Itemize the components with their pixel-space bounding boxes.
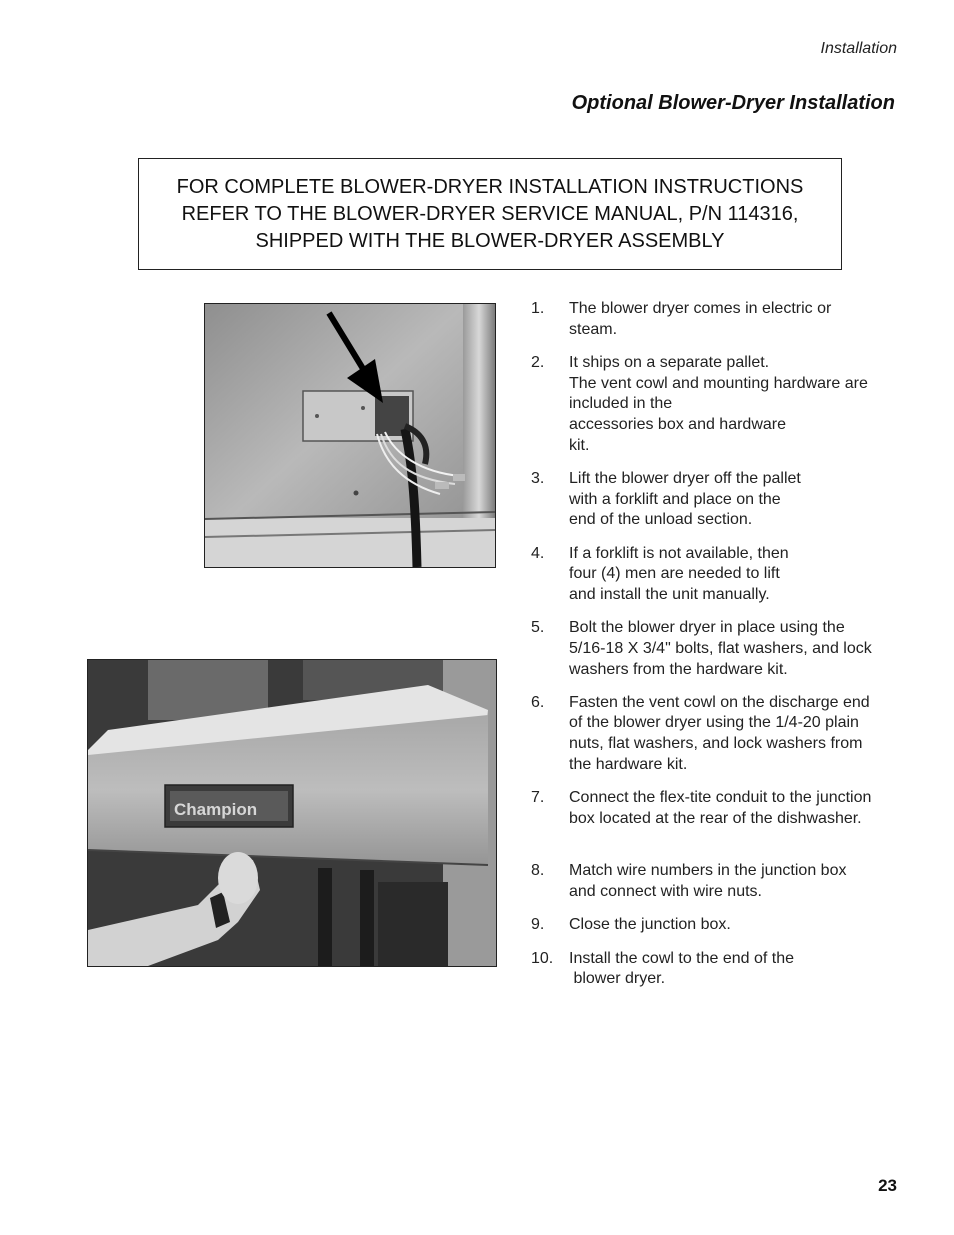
step-number: 10. — [531, 949, 554, 967]
step-line: of the blower dryer using the 1/4-20 plain — [569, 714, 859, 732]
notice-box — [138, 158, 842, 270]
step-line: washers from the hardware kit. — [569, 660, 788, 678]
step-line: 5/16-18 X 3/4" bolts, flat washers, and lock — [569, 639, 872, 657]
step-text — [569, 299, 901, 340]
brand-plate-text: Champion — [174, 800, 258, 819]
list-item — [531, 861, 901, 902]
step-number: 5. — [531, 619, 545, 637]
step-text — [569, 353, 901, 457]
step-line: Connect the flex-tite conduit to the junction — [569, 789, 872, 807]
step-line: Install the cowl to the end of the — [569, 949, 795, 967]
step-line: It ships on a separate pallet. — [569, 353, 770, 371]
step-line: Bolt the blower dryer in place using the — [569, 619, 845, 637]
page-number: 23 — [878, 1176, 897, 1195]
step-line: Close the junction box. — [569, 916, 731, 934]
step-line: included in the — [569, 395, 673, 413]
step-text — [569, 618, 901, 680]
step-number: 8. — [531, 862, 545, 880]
step-text — [569, 693, 901, 776]
step-line: the hardware kit. — [569, 755, 688, 773]
notice-line: FOR COMPLETE BLOWER-DRYER INSTALLATION INSTRUCTIONS — [176, 175, 804, 198]
step-line: Fasten the vent cowl on the discharge end — [569, 693, 870, 711]
step-line: four (4) men are needed to lift — [569, 565, 780, 583]
step-number: 9. — [531, 916, 545, 934]
step-text — [569, 544, 901, 606]
notice-line: REFER TO THE BLOWER-DRYER SERVICE MANUAL, P/N 114316, — [181, 202, 799, 225]
step-text — [569, 788, 901, 829]
step-line: Match wire numbers in the junction box — [569, 862, 847, 880]
notice-line: SHIPPED WITH THE BLOWER-DRYER ASSEMBLY — [255, 229, 725, 252]
step-line: end of the unload section. — [569, 511, 753, 529]
step-line: Lift the blower dryer off the pallet — [569, 469, 801, 487]
section-header: Installation — [820, 40, 897, 57]
page-title: Optional Blower-Dryer Installation — [571, 92, 895, 114]
step-line: and connect with wire nuts. — [569, 883, 762, 901]
list-item — [531, 353, 901, 457]
step-line: kit. — [569, 436, 590, 454]
step-line: and install the unit manually. — [569, 585, 770, 603]
list-item — [531, 788, 901, 829]
step-line: accessories box and hardware — [569, 416, 787, 434]
junction-box-illustration — [205, 304, 495, 567]
list-item — [531, 618, 901, 680]
step-number: 7. — [531, 789, 545, 807]
step-text — [569, 861, 901, 902]
list-item — [531, 469, 901, 531]
step-number: 1. — [531, 300, 545, 317]
blower-dryer-photo — [87, 659, 497, 967]
step-number: 6. — [531, 693, 545, 711]
step-number: 2. — [531, 353, 545, 371]
step-line: The blower dryer comes in electric or — [569, 300, 832, 317]
list-item — [531, 693, 901, 776]
list-item — [531, 544, 901, 606]
list-item — [531, 299, 901, 340]
step-line: with a forklift and place on the — [569, 490, 781, 508]
junction-box-photo — [204, 303, 496, 568]
instruction-steps — [531, 299, 901, 1002]
step-line: The vent cowl and mounting hardware are — [569, 374, 868, 392]
step-text — [569, 915, 901, 936]
step-line: If a forklift is not available, then — [569, 544, 789, 562]
list-item — [531, 915, 901, 936]
step-text — [569, 949, 901, 990]
step-line: nuts, flat washers, and lock washers from — [569, 735, 863, 753]
step-text — [569, 469, 901, 531]
blower-dryer-illustration — [88, 660, 496, 966]
step-number: 4. — [531, 544, 545, 562]
step-line: steam. — [569, 320, 618, 338]
list-item — [531, 949, 901, 990]
step-number: 3. — [531, 469, 545, 487]
step-line: blower dryer. — [569, 970, 666, 988]
step-line: box located at the rear of the dishwasher. — [569, 809, 862, 827]
